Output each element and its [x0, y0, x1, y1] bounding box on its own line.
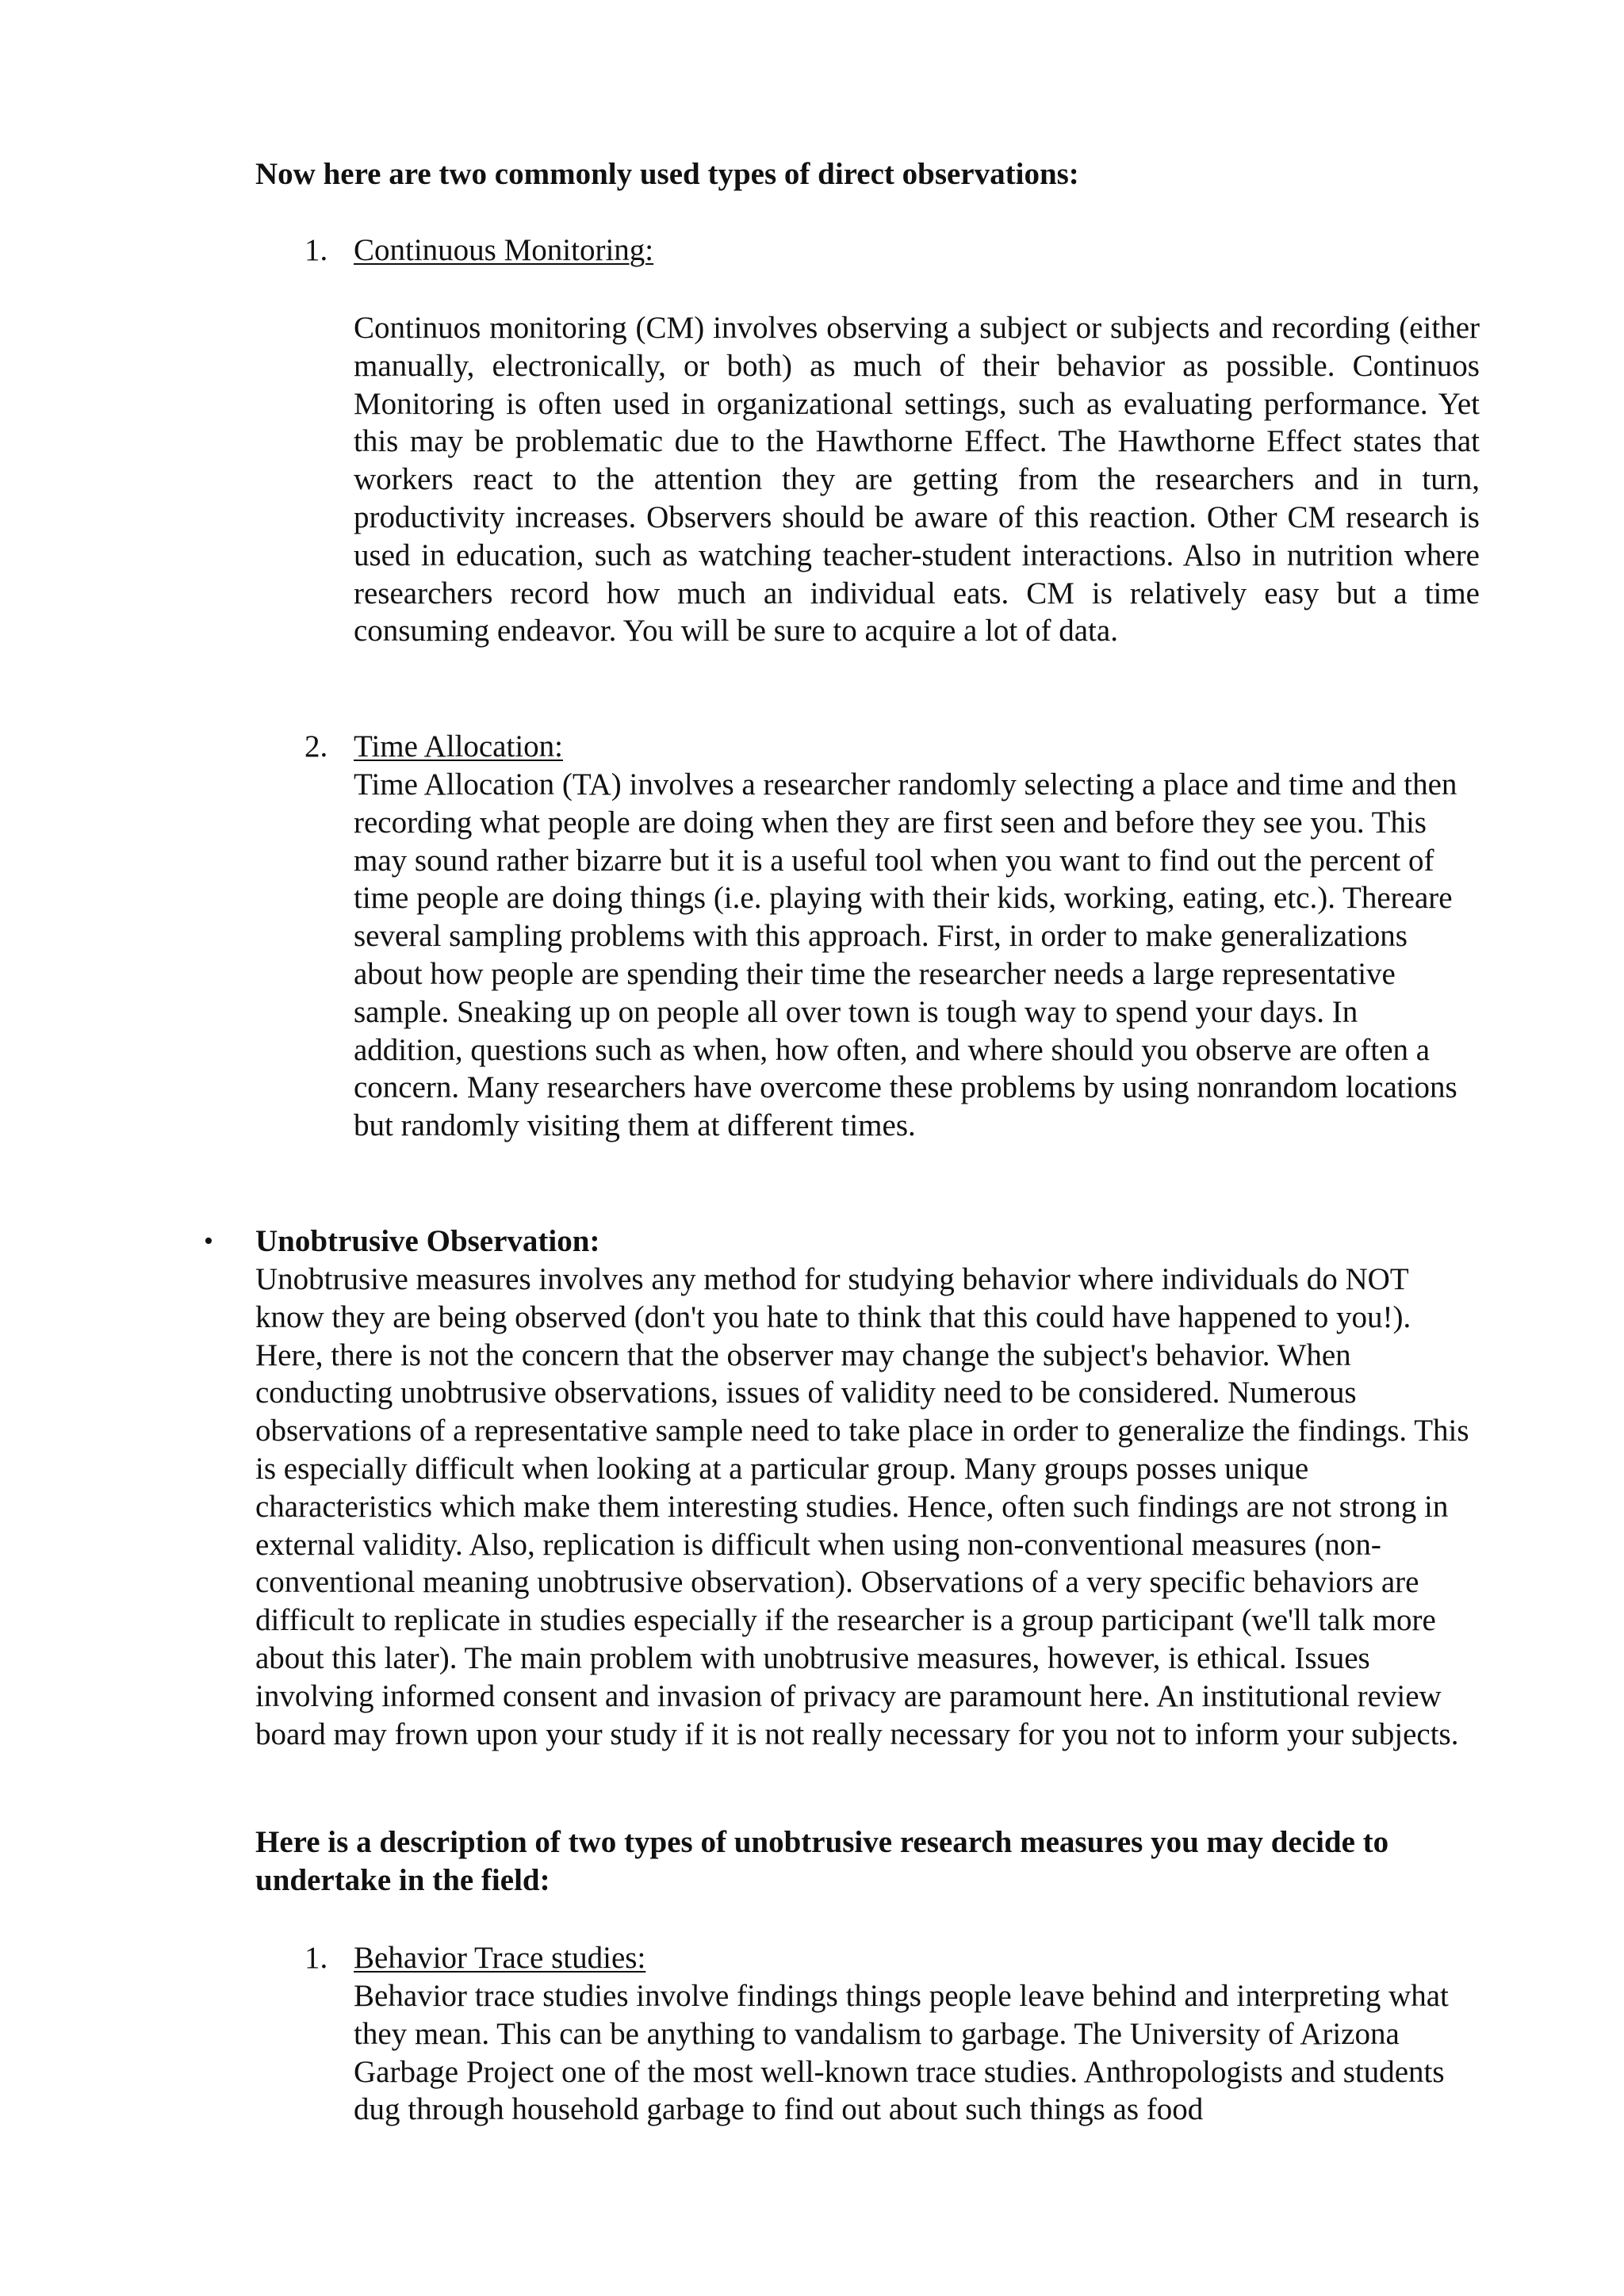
list-number: 2.: [304, 729, 328, 763]
item-title-continuous-monitoring: Continuous Monitoring:: [354, 233, 654, 267]
list-number: 1.: [304, 233, 328, 267]
item-title-behavior-trace-studies: Behavior Trace studies:: [354, 1941, 646, 1975]
section-heading-direct-observations: Now here are two commonly used types of direct observations:: [255, 157, 1079, 191]
bullet-body-unobtrusive-observation: Unobtrusive measures involves any method for studying behavior where individuals do NOT know they are being observed (don't you hate to think that this could have happened to you!). Here, there is not the concern that the observer may change the subject's behavior. When conducting unobtrusive observations, issues of validity need to be considered. Numerous observations of a representative sample need to take place in order to generalize the findings. This is especially difficult when looking at a particular group. Many groups posses unique characteristics which make them interesting studies. Hence, often such findings are not strong in external validity. Also, replication is difficult when using non-conventional measures (non-conventional meaning unobtrusive observation). Observations of a very specific behaviors are difficult to replicate in studies especially if the researcher is a group participant (we'll talk more about this later). The main problem with unobtrusive measures, however, is ethical. Issues involving informed consent and invasion of privacy are paramount here. An institutional review board may frown upon your study if it is not really necessary for you not to inform your subjects.: [255, 1262, 1469, 1751]
item-body-continuous-monitoring: Continuos monitoring (CM) involves observing a subject or subjects and recording (either manually, electronically, or both) as much of their behavior as possible. Continuos Monitoring is often used in organizational settings, such as evaluating performance. Yet this may be problematic due to the Hawthorne Effect. The Hawthorne Effect states that workers react to the attention they are getting from the researchers and in turn, productivity increases. Observers should be aware of this reaction. Other CM research is used in education, such as watching teacher-student interactions. Also in nutrition where researchers record how much an individual eats. CM is relatively easy but a time consuming endeavor. You will be sure to acquire a lot of data.: [354, 311, 1480, 649]
item-title-time-allocation: Time Allocation:: [354, 729, 563, 763]
bullet-title-unobtrusive-observation: Unobtrusive Observation:: [255, 1224, 600, 1258]
bullet-icon: •: [204, 1226, 213, 1256]
section-heading-unobtrusive-measures: Here is a description of two types of unobtrusive research measures you may decide to undertake in the field:: [255, 1825, 1389, 1897]
item-body-time-allocation: Time Allocation (TA) involves a researcher randomly selecting a place and time and then recording what people are doing when they are first seen and before they see you. This may sound rather bizarre but it is a useful tool when you want to find out the percent of time people are doing things (i.e. playing with their kids, working, eating, etc.). Thereare several sampling problems with this approach. First, in order to make generalizations about how people are spending their time the researcher needs a large representative sample. Sneaking up on people all over town is tough way to spend your days. In addition, questions such as when, how often, and where should you observe are often a concern. Many researchers have overcome these problems by using nonrandom locations but randomly visiting them at different times.: [354, 767, 1457, 1143]
item-body-behavior-trace-studies: Behavior trace studies involve findings things people leave behind and interpreting what they mean. This can be anything to vandalism to garbage. The University of Arizona Garbage Project one of the most well-known trace studies. Anthropologists and students dug through household garbage to find out about such things as food: [354, 1979, 1449, 2127]
list-number: 1.: [304, 1941, 328, 1975]
